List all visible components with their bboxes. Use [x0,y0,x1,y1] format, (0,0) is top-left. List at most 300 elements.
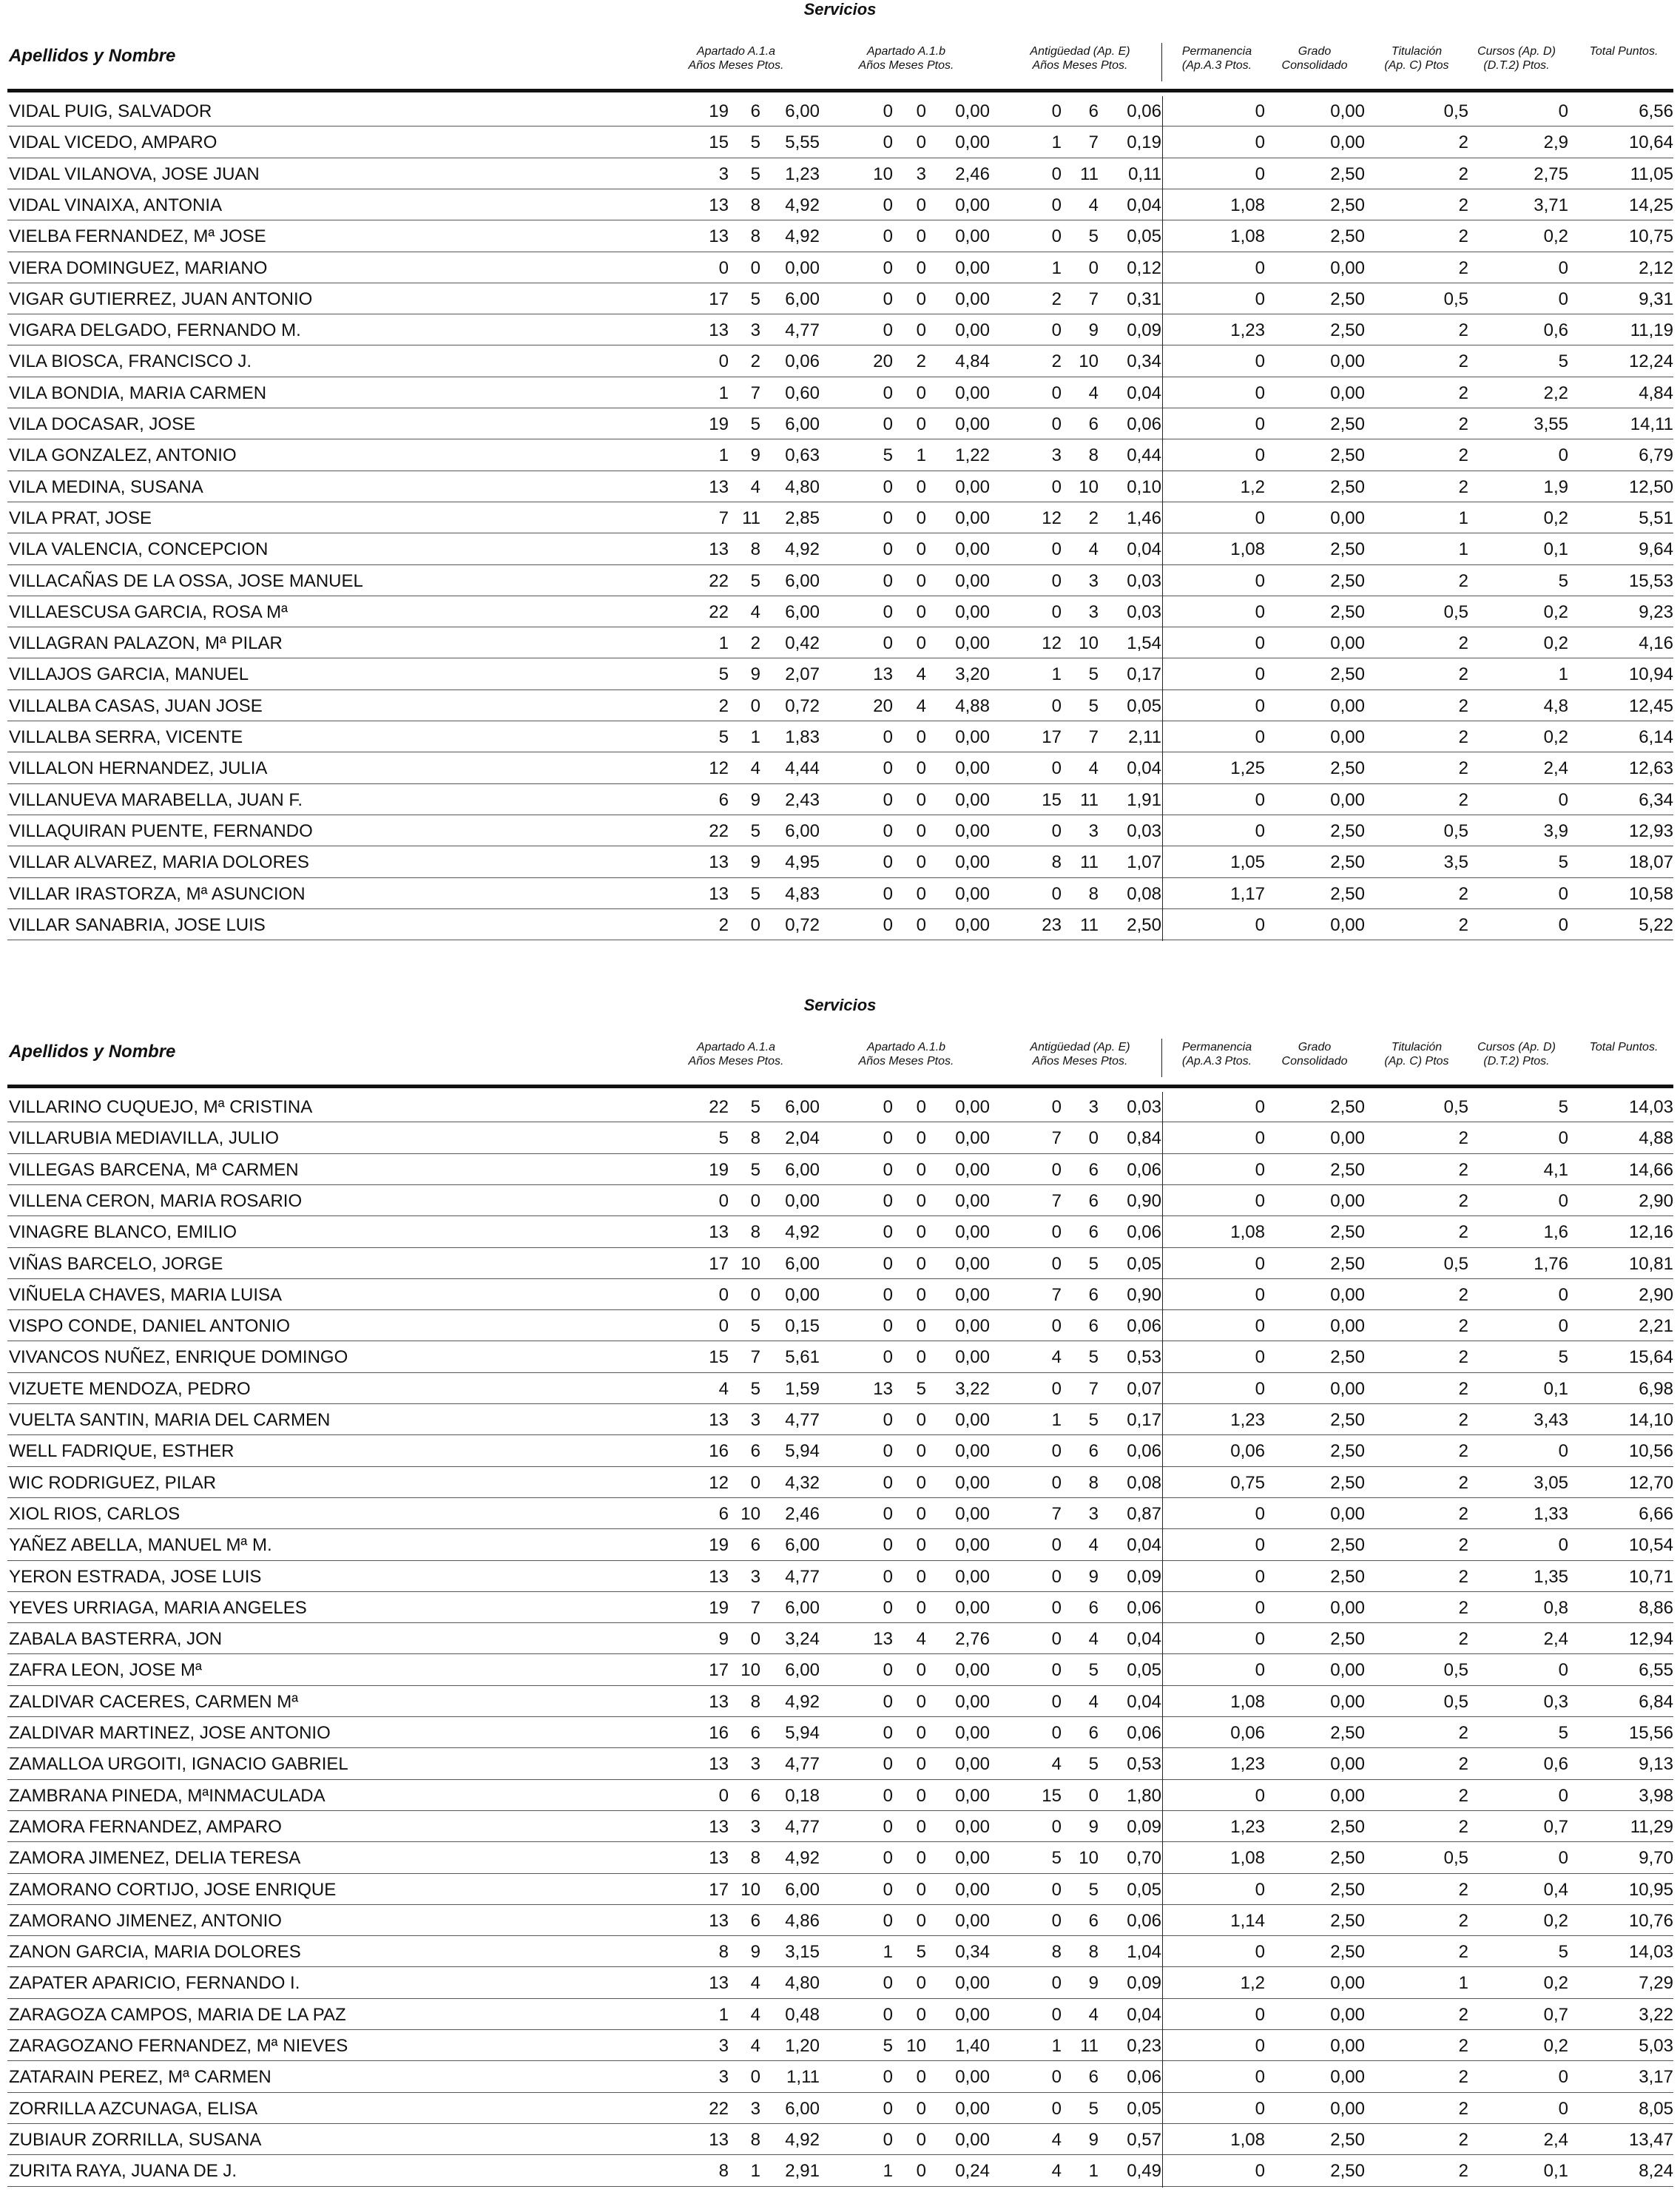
cell-a1b-meses: 0 [916,195,926,215]
cell-grado: 2,50 [1330,1441,1365,1462]
cell-ant-anos: 4 [1051,2129,1062,2150]
cell-total: 15,53 [1628,570,1673,591]
cell-ant-meses: 8 [1088,1472,1099,1493]
cell-ant-anos: 0 [1051,539,1062,560]
cell-total: 3,22 [1639,2004,1673,2025]
cell-total: 2,12 [1639,257,1673,278]
cell-ant-ptos: 0,09 [1127,320,1161,341]
cell-a1b-ptos: 0,00 [955,1597,990,1618]
table-section-2 [0,996,1680,2209]
table-row [0,1687,1680,1718]
table-row [0,159,1680,190]
cell-a1a-ptos: 1,83 [785,727,820,747]
row-divider [7,564,1673,565]
header-rule [7,89,1673,92]
cell-a1b-anos: 0 [883,1222,893,1243]
table-row [0,1311,1680,1342]
cell-a1a-ptos: 3,24 [785,1629,820,1650]
cell-a1b-anos: 0 [883,1816,893,1837]
table-row [0,1499,1680,1530]
cell-ant-anos: 0 [1051,320,1062,341]
cell-name: ZORRILLA AZCUNAGA, ELISA [9,2098,258,2119]
cell-ant-ptos: 0,04 [1127,758,1161,779]
cell-a1a-meses: 6 [750,1910,760,1931]
cell-permanencia: 0 [1255,1128,1265,1149]
cell-cursos: 0 [1558,445,1568,466]
cell-cursos: 0 [1558,1128,1568,1149]
row-divider [7,2060,1673,2061]
row-divider [7,1153,1673,1154]
cell-cursos: 0,2 [1543,508,1568,528]
row-divider [7,1184,1673,1185]
cell-a1b-anos: 0 [883,1535,893,1556]
cell-a1a-meses: 4 [750,758,760,779]
cell-a1b-ptos: 0,00 [955,1410,990,1430]
cell-ant-meses: 7 [1088,289,1099,309]
cell-ant-meses: 4 [1088,195,1099,215]
cell-a1b-ptos: 0,00 [955,1848,990,1869]
cell-a1a-anos: 15 [709,1347,729,1368]
cell-total: 15,64 [1628,1347,1673,1368]
cell-ant-anos: 23 [1042,914,1062,935]
cell-ant-meses: 5 [1088,1660,1099,1681]
header-total: Total Puntos. [1589,45,1659,58]
cell-a1a-anos: 17 [709,1253,729,1274]
cell-a1b-meses: 0 [916,320,926,341]
cell-a1b-anos: 0 [883,132,893,153]
cell-a1b-anos: 13 [873,664,893,685]
row-divider [7,1966,1673,1967]
cell-permanencia: 0 [1255,132,1265,153]
cell-a1a-meses: 8 [750,1222,760,1243]
cell-a1b-meses: 0 [916,1503,926,1524]
cell-ant-anos: 0 [1051,101,1062,121]
cell-titulacion: 2 [1458,226,1468,247]
cell-a1b-meses: 0 [916,1754,926,1775]
cell-a1b-ptos: 0,00 [955,1754,990,1775]
cell-ant-anos: 4 [1051,2161,1062,2182]
cell-a1a-meses: 7 [750,382,760,403]
cell-permanencia: 0 [1255,1785,1265,1806]
row-divider [7,689,1673,690]
cell-a1a-anos: 8 [718,1942,729,1963]
cell-permanencia: 0 [1255,351,1265,372]
cell-ant-anos: 1 [1051,257,1062,278]
cell-grado: 0,00 [1330,1660,1365,1681]
cell-permanencia: 1,08 [1230,539,1265,560]
cell-titulacion: 0,5 [1443,101,1468,121]
cell-a1a-anos: 0 [718,1785,729,1806]
cell-ant-anos: 0 [1051,1378,1062,1399]
cell-a1a-ptos: 6,00 [785,1535,820,1556]
cell-a1a-anos: 22 [709,820,729,841]
cell-ant-anos: 5 [1051,1848,1062,1869]
cell-a1b-meses: 0 [916,852,926,873]
table-row [0,378,1680,409]
cell-permanencia: 0 [1255,2036,1265,2056]
cell-grado: 0,00 [1330,2036,1365,2056]
cell-ant-ptos: 0,03 [1127,820,1161,841]
cell-a1b-meses: 0 [916,758,926,779]
cell-a1b-ptos: 0,00 [955,727,990,747]
cell-a1b-ptos: 0,00 [955,1222,990,1243]
cell-cursos: 0 [1558,1785,1568,1806]
cell-ant-ptos: 0,08 [1127,1472,1161,1493]
cell-a1b-ptos: 0,00 [955,1347,990,1368]
cell-name: VILA BIOSCA, FRANCISCO J. [9,351,252,372]
cell-grado: 2,50 [1330,758,1365,779]
cell-total: 9,13 [1639,1754,1673,1775]
cell-total: 15,56 [1628,1723,1673,1743]
cell-grado: 2,50 [1330,852,1365,873]
cell-name: VIDAL VILANOVA, JOSE JUAN [9,163,260,184]
cell-a1b-meses: 0 [916,1316,926,1337]
cell-ant-anos: 0 [1051,2098,1062,2119]
cell-ant-ptos: 0,06 [1127,1159,1161,1180]
cell-cursos: 0,8 [1543,1597,1568,1618]
header-divider [1161,1039,1162,1077]
cell-a1a-anos: 22 [709,570,729,591]
cell-ant-ptos: 0,31 [1127,289,1161,309]
cell-ant-ptos: 0,23 [1127,2036,1161,2056]
cell-a1b-anos: 0 [883,1253,893,1274]
cell-permanencia: 1,23 [1230,1410,1265,1430]
cell-titulacion: 0,5 [1443,1097,1468,1117]
cell-a1b-meses: 0 [916,727,926,747]
cell-ant-ptos: 0,87 [1127,1503,1161,1524]
cell-a1b-anos: 0 [883,1472,893,1493]
cell-a1a-anos: 2 [718,695,729,716]
cell-a1a-meses: 10 [741,1879,760,1900]
cell-cursos: 4,1 [1543,1159,1568,1180]
cell-a1b-anos: 0 [883,601,893,622]
table-row [0,2062,1680,2093]
cell-permanencia: 0 [1255,1535,1265,1556]
cell-a1a-ptos: 5,94 [785,1723,820,1743]
cell-titulacion: 2 [1458,695,1468,716]
cell-ant-anos: 0 [1051,1597,1062,1618]
cell-a1b-meses: 0 [916,476,926,497]
cell-ant-meses: 6 [1088,1190,1099,1211]
cell-total: 9,31 [1639,289,1673,309]
cell-ant-anos: 4 [1051,1347,1062,1368]
cell-total: 12,63 [1628,758,1673,779]
cell-titulacion: 2 [1458,1879,1468,1900]
table-row [0,847,1680,878]
cell-a1a-anos: 19 [709,1597,729,1618]
cell-total: 8,24 [1639,2161,1673,2182]
cell-a1b-anos: 0 [883,1503,893,1524]
cell-a1b-ptos: 0,00 [955,883,990,904]
cell-permanencia: 1,08 [1230,1848,1265,1869]
cell-titulacion: 2 [1458,1441,1468,1462]
cell-ant-anos: 0 [1051,1253,1062,1274]
cell-a1b-ptos: 4,88 [955,695,990,716]
cell-permanencia: 0,75 [1230,1472,1265,1493]
cell-grado: 0,00 [1330,101,1365,121]
cell-a1b-anos: 0 [883,914,893,935]
cell-ant-ptos: 0,44 [1127,445,1161,466]
row-divider [7,1904,1673,1905]
cell-a1a-meses: 0 [750,2067,760,2088]
cell-a1a-anos: 12 [709,1472,729,1493]
cell-a1a-meses: 7 [750,1597,760,1618]
cell-a1a-ptos: 4,95 [785,852,820,873]
cell-permanencia: 0 [1255,820,1265,841]
cell-cursos: 1,6 [1543,1222,1568,1243]
cell-a1b-anos: 0 [883,2067,893,2088]
cell-a1a-meses: 0 [750,1629,760,1650]
section-title: Servicios [803,996,877,1014]
cell-a1a-anos: 13 [709,539,729,560]
cell-cursos: 0,6 [1543,320,1568,341]
cell-permanencia: 0 [1255,1503,1265,1524]
row-divider [7,1779,1673,1780]
cell-a1a-ptos: 6,00 [785,414,820,434]
cell-permanencia: 0 [1255,1879,1265,1900]
cell-cursos: 5 [1558,351,1568,372]
cell-a1b-anos: 0 [883,257,893,278]
cell-ant-ptos: 0,06 [1127,1316,1161,1337]
cell-grado: 0,00 [1330,382,1365,403]
cell-cursos: 0 [1558,1190,1568,1211]
cell-cursos: 5 [1558,1347,1568,1368]
cell-ant-ptos: 0,06 [1127,2067,1161,2088]
cell-name: VILLARUBIA MEDIAVILLA, JULIO [9,1128,280,1149]
cell-ant-anos: 0 [1051,1723,1062,1743]
cell-ant-ptos: 0,49 [1127,2161,1161,2182]
cell-a1a-meses: 3 [750,1754,760,1775]
cell-a1b-meses: 0 [916,1848,926,1869]
cell-cursos: 5 [1558,1097,1568,1117]
cell-ant-meses: 6 [1088,414,1099,434]
cell-ant-meses: 11 [1080,2036,1099,2056]
cell-ant-anos: 0 [1051,883,1062,904]
cell-a1b-anos: 0 [883,1754,893,1775]
cell-a1b-meses: 0 [916,2067,926,2088]
cell-a1b-ptos: 0,00 [955,789,990,810]
cell-a1a-ptos: 4,77 [785,1410,820,1430]
row-divider [7,2186,1673,2187]
table-row [0,190,1680,221]
cell-a1b-ptos: 0,00 [955,1785,990,1806]
cell-a1b-ptos: 0,00 [955,1159,990,1180]
cell-a1a-anos: 9 [718,1629,729,1650]
cell-a1b-ptos: 0,00 [955,382,990,403]
cell-a1b-anos: 0 [883,1723,893,1743]
cell-ant-meses: 6 [1088,1284,1099,1305]
cell-a1b-meses: 4 [916,695,926,716]
table-row [0,785,1680,816]
cell-a1a-meses: 0 [750,695,760,716]
cell-ant-anos: 0 [1051,695,1062,716]
cell-a1b-meses: 0 [916,289,926,309]
cell-ant-ptos: 0,03 [1127,570,1161,591]
header-name-col: Apellidos y Nombre [9,1042,176,1062]
cell-cursos: 5 [1558,570,1568,591]
cell-cursos: 0 [1558,257,1568,278]
cell-grado: 2,50 [1330,1159,1365,1180]
cell-titulacion: 2 [1458,1378,1468,1399]
cell-titulacion: 2 [1458,476,1468,497]
cell-a1b-ptos: 0,00 [955,1973,990,1994]
cell-a1b-ptos: 0,00 [955,414,990,434]
cell-a1b-ptos: 0,00 [955,1190,990,1211]
cell-ant-meses: 5 [1088,1754,1099,1775]
cell-ant-meses: 6 [1088,1723,1099,1743]
cell-name: VILLAR IRASTORZA, Mª ASUNCION [9,883,306,904]
cell-ant-ptos: 0,90 [1127,1284,1161,1305]
cell-a1b-ptos: 0,00 [955,1284,990,1305]
cell-ant-anos: 0 [1051,195,1062,215]
cell-titulacion: 0,5 [1443,289,1468,309]
cell-ant-anos: 15 [1042,1785,1062,1806]
cell-a1a-meses: 11 [742,508,760,528]
cell-a1b-ptos: 0,00 [955,1723,990,1743]
cell-permanencia: 0 [1255,1660,1265,1681]
cell-a1a-meses: 6 [750,1441,760,1462]
cell-total: 2,21 [1639,1316,1673,1337]
row-divider [7,1998,1673,1999]
table-row [0,1342,1680,1373]
cell-cursos: 0,7 [1543,1816,1568,1837]
cell-titulacion: 2 [1458,2036,1468,2056]
cell-permanencia: 0 [1255,163,1265,184]
cell-name: VILLARINO CUQUEJO, Mª CRISTINA [9,1097,313,1117]
cell-a1b-anos: 0 [883,633,893,654]
cell-total: 10,58 [1628,883,1673,904]
cell-a1a-meses: 3 [750,1816,760,1837]
cell-cursos: 2,4 [1543,758,1568,779]
cell-a1a-meses: 5 [750,883,760,904]
cell-total: 6,56 [1639,101,1673,121]
cell-name: ZARAGOZANO FERNANDEZ, Mª NIEVES [9,2036,348,2056]
cell-grado: 2,50 [1330,601,1365,622]
cell-grado: 2,50 [1330,2161,1365,2182]
row-divider [7,1278,1673,1279]
cell-a1b-ptos: 0,00 [955,1503,990,1524]
cell-grado: 0,00 [1330,1316,1365,1337]
row-divider [7,783,1673,784]
cell-ant-anos: 15 [1042,789,1062,810]
cell-a1a-anos: 16 [709,1441,729,1462]
table-row [0,1968,1680,1999]
cell-ant-meses: 6 [1088,2067,1099,2088]
cell-ant-anos: 0 [1051,1910,1062,1931]
header-a1a: Apartado A.1.a Años Meses Ptos. [688,45,784,72]
cell-a1b-meses: 0 [916,1441,926,1462]
cell-ant-meses: 5 [1088,1410,1099,1430]
cell-a1a-meses: 4 [750,601,760,622]
cell-cursos: 0 [1558,789,1568,810]
cell-a1a-ptos: 6,00 [785,101,820,121]
cell-ant-meses: 4 [1088,539,1099,560]
cell-ant-anos: 0 [1051,414,1062,434]
cell-ant-anos: 1 [1051,2036,1062,2056]
cell-titulacion: 2 [1458,758,1468,779]
cell-ant-anos: 0 [1051,820,1062,841]
cell-ant-ptos: 1,80 [1127,1785,1161,1806]
header-grado: Grado Consolidado [1281,45,1348,72]
cell-grado: 2,50 [1330,1910,1365,1931]
cell-grado: 2,50 [1330,476,1365,497]
cell-a1b-meses: 10 [906,2036,926,2056]
cell-a1b-ptos: 0,00 [955,476,990,497]
cell-ant-anos: 0 [1051,1629,1062,1650]
cell-a1a-ptos: 1,23 [785,163,820,184]
cell-a1a-ptos: 5,55 [785,132,820,153]
cell-cursos: 0,2 [1543,226,1568,247]
cell-ant-ptos: 0,04 [1127,2004,1161,2025]
cell-cursos: 0,1 [1543,2161,1568,2182]
cell-a1a-anos: 17 [709,289,729,309]
cell-ant-anos: 0 [1051,1316,1062,1337]
cell-name: ZABALA BASTERRA, JON [9,1629,223,1650]
cell-a1a-anos: 17 [709,1660,729,1681]
cell-a1b-anos: 0 [883,1660,893,1681]
cell-a1a-ptos: 2,91 [785,2161,820,2182]
cell-a1a-anos: 0 [718,1284,729,1305]
cell-name: VILLALBA CASAS, JUAN JOSE [9,695,263,716]
cell-a1a-ptos: 4,83 [785,883,820,904]
cell-cursos: 0 [1558,2098,1568,2119]
cell-a1b-anos: 0 [883,883,893,904]
cell-ant-anos: 0 [1051,1159,1062,1180]
cell-titulacion: 2 [1458,2004,1468,2025]
table-row [0,409,1680,440]
table-header [0,30,1680,89]
cell-a1a-anos: 19 [709,101,729,121]
cell-a1a-meses: 7 [750,1347,760,1368]
cell-ant-meses: 3 [1088,601,1099,622]
row-divider [7,1747,1673,1748]
cell-total: 3,98 [1639,1785,1673,1806]
cell-name: ZAMORANO CORTIJO, JOSE ENRIQUE [9,1879,337,1900]
cell-cursos: 1 [1558,664,1568,685]
cell-ant-meses: 4 [1088,1629,1099,1650]
cell-a1b-meses: 0 [916,508,926,528]
cell-total: 14,10 [1628,1410,1673,1430]
cell-cursos: 0 [1558,914,1568,935]
table-row [0,753,1680,784]
header-grado: Grado Consolidado [1281,1041,1348,1068]
cell-a1b-anos: 1 [883,2161,893,2182]
cell-a1a-anos: 19 [709,1159,729,1180]
cell-a1a-meses: 9 [750,1942,760,1963]
cell-name: VILLAR SANABRIA, JOSE LUIS [9,914,266,935]
cell-a1b-meses: 0 [916,1097,926,1117]
cell-a1a-anos: 13 [709,195,729,215]
table-row [0,659,1680,690]
cell-ant-anos: 0 [1051,1879,1062,1900]
cell-permanencia: 0 [1255,914,1265,935]
cell-ant-ptos: 1,46 [1127,508,1161,528]
cell-name: VILLAQUIRAN PUENTE, FERNANDO [9,820,313,841]
cell-grado: 0,00 [1330,508,1365,528]
cell-ant-ptos: 0,05 [1127,1253,1161,1274]
cell-ant-anos: 0 [1051,1535,1062,1556]
cell-ant-anos: 0 [1051,1097,1062,1117]
cell-name: VILLAESCUSA GARCIA, ROSA Mª [9,601,289,622]
cell-cursos: 1,9 [1543,476,1568,497]
cell-a1b-meses: 0 [916,1410,926,1430]
row-divider [7,1403,1673,1404]
cell-total: 10,54 [1628,1535,1673,1556]
cell-name: ZAMORA FERNANDEZ, AMPARO [9,1816,282,1837]
cell-total: 10,95 [1628,1879,1673,1900]
cell-a1a-anos: 5 [718,664,729,685]
cell-name: VILLANUEVA MARABELLA, JUAN F. [9,789,303,810]
